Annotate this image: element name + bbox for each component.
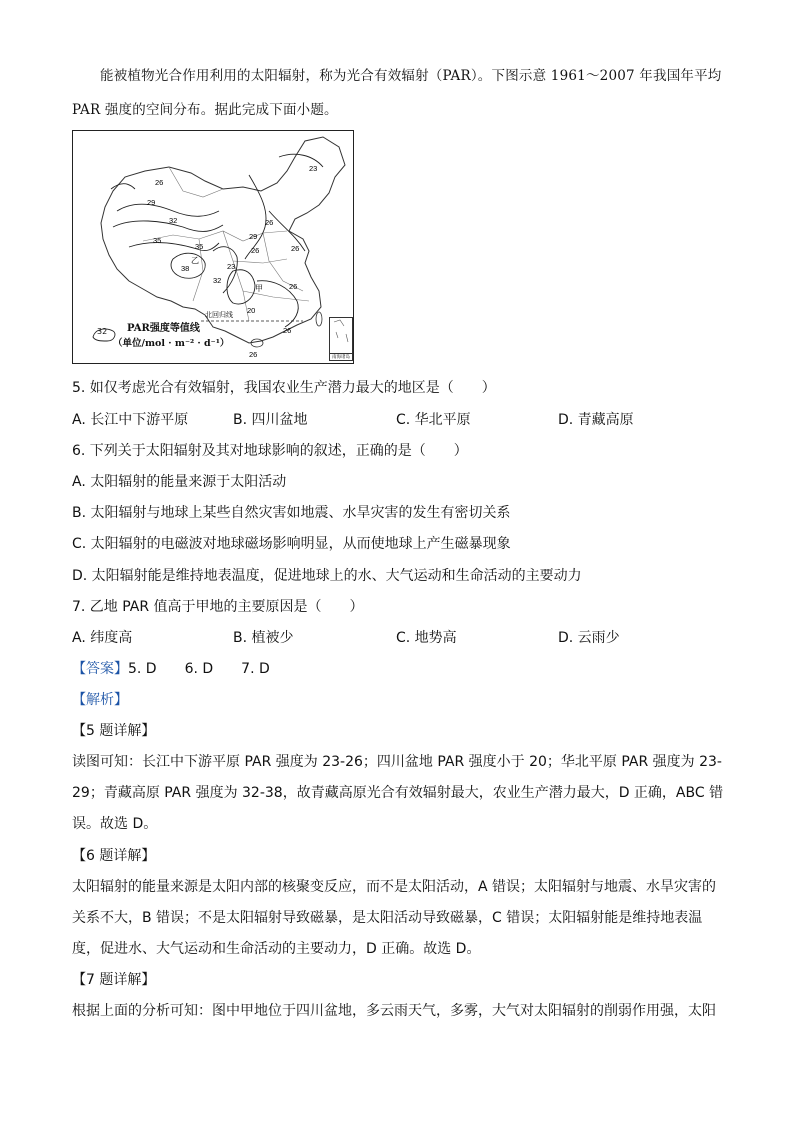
isoline-label: 26 xyxy=(265,218,274,227)
isoline-label: 29 xyxy=(147,198,156,207)
question-5-option-b: B. 四川盆地 xyxy=(233,412,308,428)
isoline-label: 26 xyxy=(155,178,164,187)
isoline-label: 32 xyxy=(213,276,222,285)
location-yi-label: 乙 xyxy=(191,256,199,265)
section-5-line-2: 29；青藏高原 PAR 强度为 32-38，故青藏高原光合有效辐射最大，农业生产潜力最大，D 正确，ABC 错 xyxy=(72,785,724,801)
isoline-label: 23 xyxy=(309,164,318,173)
inset-map-icon xyxy=(330,318,352,352)
intro-line-1: 能被植物光合作用利用的太阳辐射，称为光合有效辐射（PAR）。下图示意 1961～2007 年我国年平均 xyxy=(100,68,722,84)
tropic-of-cancer-label: 北回归线 xyxy=(205,312,233,319)
question-6-option-c: C. 太阳辐射的电磁波对地球磁场影响明显，从而使地球上产生磁暴现象 xyxy=(72,536,511,552)
question-5-stem: 5. 如仅考虑光合有效辐射，我国农业生产潜力最大的地区是（ ） xyxy=(72,380,496,396)
isoline-label: 29 xyxy=(249,232,258,241)
answer-label: 【答案】 xyxy=(72,661,128,677)
section-5-line-3: 误。故选 D。 xyxy=(72,816,158,832)
inset-label: 南海诸岛 xyxy=(332,355,350,360)
answer-row xyxy=(72,659,270,679)
question-7-option-d: D. 云雨少 xyxy=(558,630,620,646)
isoline-label: 38 xyxy=(181,264,190,273)
isoline-label: 26 xyxy=(283,326,292,335)
analysis-label: 【解析】 xyxy=(72,692,128,708)
section-6-title: 【6 题详解】 xyxy=(72,848,156,864)
isoline-label: 26 xyxy=(251,246,260,255)
south-china-sea-inset xyxy=(329,317,353,361)
question-5-option-c: C. 华北平原 xyxy=(396,412,471,428)
isoline-label: 26 xyxy=(289,282,298,291)
location-jia-label: 甲 xyxy=(255,284,263,293)
section-7-title: 【7 题详解】 xyxy=(72,972,156,988)
question-6-option-a: A. 太阳辐射的能量来源于太阳活动 xyxy=(72,474,287,490)
section-6-line-3: 度，促进水、大气运动和生命活动的主要动力，D 正确。故选 D。 xyxy=(72,941,481,957)
section-5-line-1: 读图可知：长江中下游平原 PAR 强度为 23-26；四川盆地 PAR 强度小于 20；华北平原 PAR 强度为 23- xyxy=(72,754,722,770)
isoline-label: 20 xyxy=(247,306,256,315)
section-6-line-1: 太阳辐射的能量来源是太阳内部的核聚变反应，而不是太阳活动，A 错误；太阳辐射与地震、水旱灾害的 xyxy=(72,879,717,895)
section-7-line-1: 根据上面的分析可知：图中甲地位于四川盆地，多云雨天气，多雾，大气对太阳辐射的削弱作用强，太阳 xyxy=(72,1003,716,1019)
isoline-label: 32 xyxy=(169,216,178,225)
section-5-title: 【5 题详解】 xyxy=(72,723,156,739)
isoline-label: 26 xyxy=(291,244,300,253)
question-7-option-c: C. 地势高 xyxy=(396,630,457,646)
question-6-stem: 6. 下列关于太阳辐射及其对地球影响的叙述，正确的是（ ） xyxy=(72,443,468,459)
legend-unit: （单位/mol · m⁻² · d⁻¹） xyxy=(113,338,230,349)
isoline-label: 23 xyxy=(227,262,236,271)
legend-sample-value: 32 xyxy=(97,327,108,336)
answer-values: 5. D 6. D 7. D xyxy=(128,661,270,677)
isoline-label: 35 xyxy=(195,242,204,251)
intro-line-2: PAR 强度的空间分布。据此完成下面小题。 xyxy=(72,102,338,118)
question-7-stem: 7. 乙地 PAR 值高于甲地的主要原因是（ ） xyxy=(72,599,364,615)
question-5-option-a: A. 长江中下游平原 xyxy=(72,412,189,428)
question-5-option-d: D. 青藏高原 xyxy=(558,412,634,428)
par-map-figure xyxy=(72,130,354,364)
question-6-option-b: B. 太阳辐射与地球上某些自然灾害如地震、水旱灾害的发生有密切关系 xyxy=(72,505,511,521)
question-7-option-a: A. 纬度高 xyxy=(72,630,133,646)
question-6-option-d: D. 太阳辐射能是维持地表温度，促进地球上的水、大气运动和生命活动的主要动力 xyxy=(72,568,582,584)
legend-title: PAR强度等值线 xyxy=(127,323,200,334)
section-6-line-2: 关系不大，B 错误；不是太阳辐射导致磁暴，是太阳活动导致磁暴，C 错误；太阳辐射能是维持地表温 xyxy=(72,910,703,926)
isoline-label: 35 xyxy=(153,236,162,245)
map-legend xyxy=(89,319,229,355)
question-7-option-b: B. 植被少 xyxy=(233,630,294,646)
isoline-label: 26 xyxy=(249,350,258,359)
